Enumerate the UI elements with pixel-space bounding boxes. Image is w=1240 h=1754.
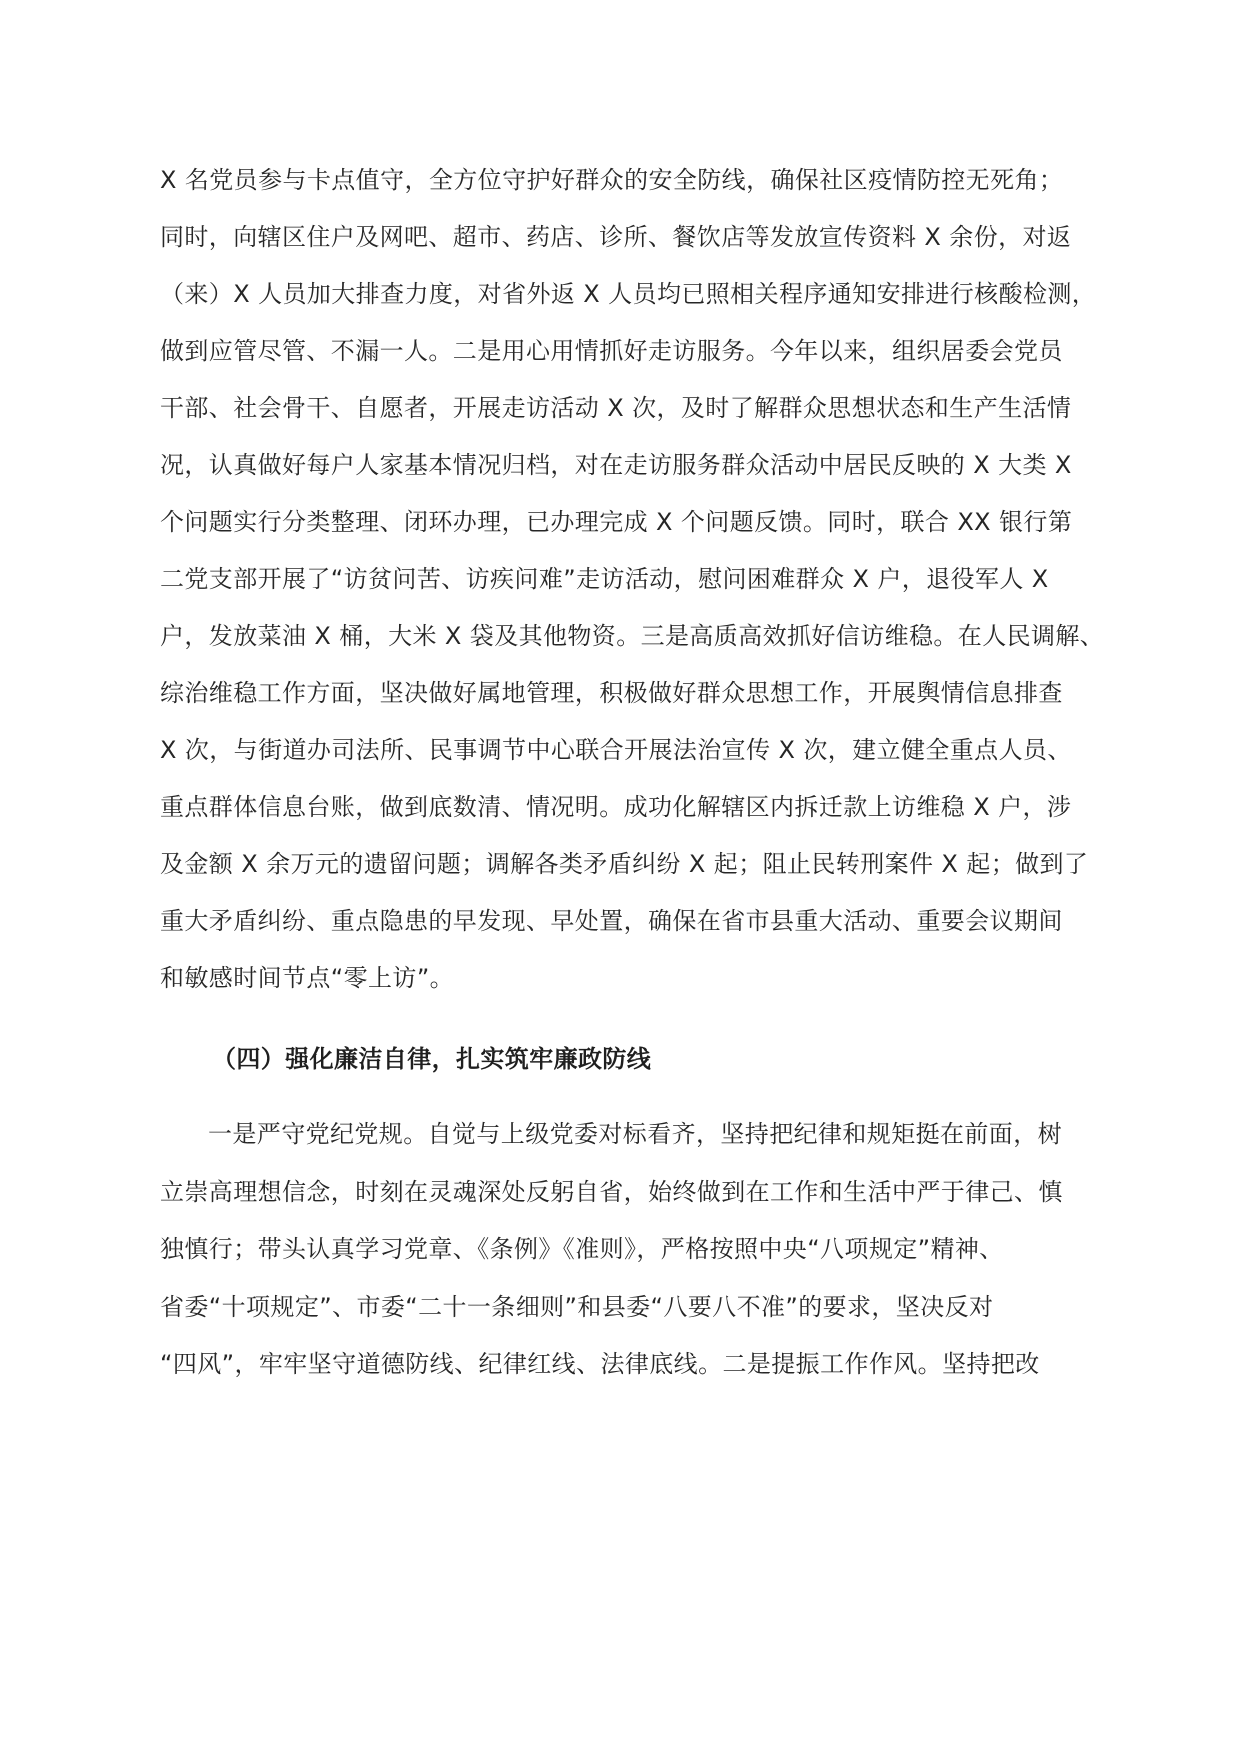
paragraph-line: 同时，向辖区住户及网吧、超市、药店、诊所、餐饮店等发放宣传资料 X 余份，对返	[160, 223, 1072, 251]
paragraph-line: 况，认真做好每户人家基本情况归档，对在走访服务群众活动中居民反映的 X 大类 X	[160, 451, 1072, 479]
paragraph-line: 个问题实行分类整理、闭环办理，已办理完成 X 个问题反馈。同时，联合 XX 银行第	[160, 508, 1073, 536]
paragraph-line: 户，发放菜油 X 桶，大米 X 袋及其他物资。三是高质高效抓好信访维稳。在人民调解、	[160, 622, 1105, 650]
paragraph-line: 综治维稳工作方面，坚决做好属地管理，积极做好群众思想工作，开展舆情信息排查	[160, 679, 1063, 707]
paragraph-line: 独慎行；带头认真学习党章、《条例》《准则》，严格按照中央“八项规定”精神、	[160, 1235, 1004, 1263]
paragraph-line: X 次，与街道办司法所、民事调节中心联合开展法治宣传 X 次，建立健全重点人员、	[160, 736, 1072, 764]
paragraph-line: 及金额 X 余万元的遗留问题；调解各类矛盾纠纷 X 起；阻止民转刑案件 X 起；做到了	[160, 850, 1089, 878]
paragraph-line: 和敏感时间节点“零上访”。	[160, 964, 455, 992]
section-heading: （四）强化廉洁自律，扎实筑牢廉政防线	[212, 1045, 652, 1073]
paragraph-line: 干部、社会骨干、自愿者，开展走访活动 X 次，及时了解群众思想状态和生产生活情	[160, 394, 1072, 422]
paragraph-line: 立崇高理想信念，时刻在灵魂深处反躬自省，始终做到在工作和生活中严于律己、慎	[160, 1178, 1063, 1206]
paragraph-line: “四风”，牢牢坚守道德防线、纪律红线、法律底线。二是提振工作作风。坚持把改	[160, 1350, 1040, 1378]
paragraph-line: 做到应管尽管、不漏一人。二是用心用情抓好走访服务。今年以来，组织居委会党员	[160, 337, 1063, 365]
paragraph-line: X 名党员参与卡点值守，全方位守护好群众的安全防线，确保社区疫情防控无死角；	[160, 166, 1064, 194]
paragraph-line: 二党支部开展了“访贫问苦、访疾问难”走访活动，慰问困难群众 X 户，退役军人 X	[160, 565, 1049, 593]
paragraph-line: 重点群体信息台账，做到底数清、情况明。成功化解辖区内拆迁款上访维稳 X 户，涉	[160, 793, 1072, 821]
paragraph-line: 省委“十项规定”、市委“二十一条细则”和县委“八要八不准”的要求，坚决反对	[160, 1293, 994, 1321]
paragraph-line: 一是严守党纪党规。自觉与上级党委对标看齐，坚持把纪律和规矩挺在前面，树	[208, 1120, 1062, 1148]
paragraph-line: 重大矛盾纠纷、重点隐患的早发现、早处置，确保在省市县重大活动、重要会议期间	[160, 907, 1063, 935]
paragraph-line: （来）X 人员加大排查力度，对省外返 X 人员均已照相关程序通知安排进行核酸检测，	[160, 280, 1097, 308]
